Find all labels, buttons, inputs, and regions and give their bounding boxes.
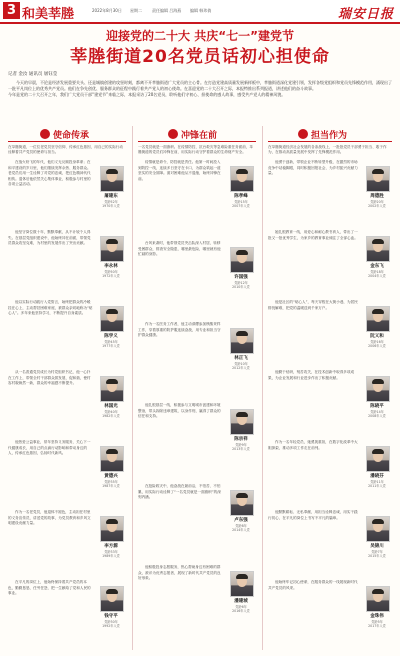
member-name: 卢东强 [234,518,248,523]
divider [138,141,256,142]
member-info: 党龄14年 2008年入党 [368,410,386,419]
member-profile [268,160,394,226]
column-3 [268,160,394,650]
member-story: 他积极投身志愿服务，热心帮助身边有困难的群众，被评为优秀志愿者，展现了新时代共产党员的良好形象。 [138,565,221,580]
member-profile [268,440,394,506]
member-info: 党龄18年 2004年入党 [368,270,386,279]
member-name: 周德胜 [370,194,384,199]
member-info: 党龄40年 1982年入党 [102,410,120,419]
member-photo [230,409,254,435]
member-photo [100,236,124,262]
member-name: 金东飞 [370,264,384,269]
member-story: 在平凡的岗位上，他始终保持着共产党员的本色，勤勤恳恳、任劳任怨，把一生献给了党和人民的事业。 [8,580,91,595]
member-profile [8,160,128,226]
member-story: 疫情就是命令，防控就是责任。他第一时间投入到防控一线，连续多日坚守在卡口，为群众筑起一道坚实的安全屏障。面对困难他从不退缩，始终冲锋在前。 [138,160,221,181]
member-info: 党龄15年 2007年入党 [232,200,250,209]
member-name: 吴锦川 [370,544,384,549]
member-photo [366,516,390,542]
member-name: 李永林 [104,264,118,269]
member-profile [268,370,394,436]
member-profile [138,322,258,399]
member-story: 他始终牢记初心使命，在服务群众的一线展现新时代共产党员的风采。 [268,580,358,590]
member-info: 党龄35年 1987年入党 [102,480,120,489]
member-photo [100,376,124,402]
member-profile [8,300,128,366]
member-profile [268,580,394,646]
member-info: 党龄45年 1977年入党 [102,340,120,349]
member-info: 党龄20年 2002年入党 [368,200,386,209]
member-info: 党龄16年 2006年入党 [368,340,386,349]
column-header-3: 担当作为 [298,126,347,142]
member-story: 他勇于创新，带领企业不断转型升级，在激烈的市场竞争中站稳脚跟，同时积极回报社会，为乡村振兴贡献力量。 [268,160,358,175]
member-info: 党龄11年 2011年入党 [368,480,386,489]
intro-paragraph-2: 今年是党的二十大召开之年，我们广大党员干部“建党节”来临之际，本报采访了20名党员，聆听他们守初心、担使命的感人故事，感受共产党人的精神风貌。 [8,92,286,97]
member-profile [268,230,394,296]
member-profile [8,370,128,436]
byline: 记者 金汝 通讯员 屠钰莹 [8,72,58,77]
member-name: 钱守平 [104,614,118,619]
member-photo [366,586,390,612]
member-photo [230,490,254,516]
member-profile [138,241,258,318]
member-photo [366,236,390,262]
member-name: 陈孝峰 [234,194,248,199]
member-photo [366,376,390,402]
member-story: 作为一名老党员，他退休不褪色，主动担任村里的义务宣传员，讲述党的故事，为党员教育和乡风文明建设贡献力量。 [8,510,91,525]
member-photo [100,586,124,612]
responsible-editor: 责任编辑 吕海燕 [152,8,182,13]
member-profile [138,565,258,642]
member-name: 林正飞 [234,356,248,361]
member-photo [100,306,124,332]
issue-date: 2022年8月30日 [92,8,122,13]
circle-icon [168,129,178,139]
layout-editor: 编辑 韩玮倩 [190,8,212,13]
member-name: 林国光 [104,404,118,409]
member-info: 党龄6年 2016年入党 [232,605,250,614]
member-name: 屠建东 [104,194,118,199]
kicker: 迎接党的二十大 共庆“七一”建党节 [106,29,294,43]
member-story: 作为一名年轻党员，她勇挑重担，在数字化改革中大胆探索，推动多项工作走在前列。 [268,440,358,450]
section-name: 和美莘塍 [22,7,75,22]
column-separator [132,126,133,650]
member-story: 在战火纷飞的年代，他们义无反顾投身革命；在和平建设的岁月里，他们继续发挥余热、服务群众。老党员们用一生诠释了对党的忠诚，把红色精神代代相传。退休后他依然关心集体事业，积极参与村里的各项公益活动。 [8,160,91,186]
member-info: 党龄33年 1989年入党 [102,550,120,559]
member-story: 他坚守岗位数十年，默默奉献，从不计较个人得失。在基层党组织建设中，他始终冲在前面，带领党员群众攻坚克难，为村里的发展作出了突出贡献。 [8,230,91,245]
member-name: 潘晓芬 [370,474,384,479]
issue-weekday: 星期二 [130,8,142,13]
column-intro-1: 在莘塍街道，一位位老党员坚守信仰、传承红色基因，用自己的实际行动诠释着共产党员的使命与担当。 [8,145,123,154]
member-name: 陈学义 [104,334,118,339]
member-story: 他默默耕耘、无私奉献，用担当诠释忠诚，用实干践行初心，在平凡的岗位上书写不平凡的篇章。 [268,510,358,520]
member-photo [366,446,390,472]
member-name: 陈宗祥 [234,437,248,442]
newspaper-logo: 瑞安日报 [337,7,394,22]
member-photo [100,446,124,472]
member-profile [268,300,394,366]
member-photo [100,166,124,192]
member-profile [138,403,258,480]
member-name: 黄德兴 [104,474,118,479]
column-intro-3: 在莘塍街道经济社会发展的各条战线上，一批批党员干部勇于担当、敢于作为，在推动高质量发展中发挥了先锋模范作用。 [268,145,387,154]
member-story: 他扎根基层一线，积极参与文明城市创建和环境整治，带头拆除违章建筑，以身作则，赢得了群众的信任和支持。 [138,403,221,418]
member-profile [268,510,394,576]
member-story: 他热爱公益事业，常年坚持义务服务，关心下一代健康成长，用自己的点滴行动影响和带动身边的人，传承红色基因，弘扬时代新风。 [8,440,91,455]
member-story: 从一名普通党员成长为村党组织书记，他一心扑在工作上，带领全村干部群众抓发展、促和谐，使村容村貌焕然一新，群众的幸福感不断提升。 [8,370,91,385]
member-story: 她扎根教育一线，用爱心和耐心教书育人，带出了一批又一批优秀学生，为家乡的教育事业倾注了全部心血。 [268,230,358,240]
divider [268,141,392,142]
member-photo [230,328,254,354]
member-profile [8,510,128,576]
member-photo [230,247,254,273]
headline: 莘塍街道20名党员话初心担使命 [70,47,330,67]
divider [8,141,126,142]
member-info: 党龄50年 1972年入党 [102,270,120,279]
member-info: 党龄30年 1992年入党 [102,620,120,629]
member-info: 党龄5年 2017年入党 [368,620,386,629]
member-photo [366,306,390,332]
member-info: 党龄7年 2015年入党 [368,550,386,559]
column-header-1: 使命传承 [40,126,89,142]
column-separator [262,126,263,650]
member-info: 党龄9年 2013年入党 [232,443,250,452]
column-intro-2: 一名党员就是一面旗帜。在疫情防控、抗台救灾等急难险重任务面前，莘塍街道的党员们冲锋在前，用实际行动守护着群众的生命财产安全。 [138,145,253,154]
member-photo [230,166,254,192]
member-name: 阮义和 [370,334,384,339]
member-profile [138,160,258,237]
circle-icon [40,129,50,139]
member-story: 台风来袭时，他带领党员突击队深入村居，转移受困群众，排查安全隐患，哪里最危险，哪里就有他忙碌的身影。 [138,241,221,256]
column-1 [8,160,128,650]
member-profile [8,230,128,296]
page-header [0,0,400,24]
member-name: 许国强 [234,275,248,280]
member-info: 党龄52年 1970年入党 [102,200,120,209]
circle-icon [298,129,308,139]
section-number: 3 [3,2,20,19]
member-story: 在抢险救灾中，他奋战在最前沿，不怕苦、不怕累，用实际行动诠释了“一名党员就是一面旗帜”的深刻内涵。 [138,484,221,499]
member-photo [230,571,254,597]
member-story: 他勤于钻研，刻苦攻关，在技术创新中取得多项成果，为企业发展和行业进步作出了积极贡献。 [268,370,355,380]
member-photo [100,516,124,542]
member-info: 党龄12年 2010年入党 [232,281,250,290]
column-header-2: 冲锋在前 [168,126,217,142]
member-name: 金珠伟 [370,614,384,619]
member-name: 潘建城 [234,599,248,604]
member-info: 党龄10年 2012年入党 [232,362,250,371]
member-story: 作为一名医务工作者，他主动请缨参加核酸采样工作，穿着厚重的防护服连续奋战，用专业和担当守护群众健康。 [138,322,221,337]
member-name: 陈晓平 [370,404,384,409]
member-name: 李方源 [104,544,118,549]
member-info: 党龄8年 2014年入党 [232,524,250,533]
member-photo [366,166,390,192]
member-profile [8,580,128,646]
member-profile [138,484,258,561]
column-2 [138,160,258,650]
member-story: 他以实际行动践行入党誓言，始终把群众的冷暖挂在心上，主动帮扶困难家庭，被群众亲切地称为“贴心人”。多年来他坚持学习，不断提升自身素质。 [8,300,93,315]
member-profile [8,440,128,506]
member-story: 他是社区的“贴心人”，每天穿梭在大街小巷，为居民排忧解难，把党的温暖送到千家万户。 [268,300,358,310]
intro-paragraph: 今天的早晨，不论是经济发展重要关头、还是城镇创建的攻坚时刻，都离不开莘塍街道广大党员的主心骨。在打造党建高质量发展新样板中，莘塍街道深化党建引领，发挥各级党组织和党员先锋模范作用，涌现出了一批平凡岗位上的优秀共产党员。他们在争先创优、服务群众的征程中践行着共产党人的初心使命。在喜迎党的二十大召开之际，本报特推出系列报道，讲述他们的奋斗故事。 今年是党的二十大召开之年，我们广大党员干部“建党节”来临之际，本报采访了20名党员，聆听他们守初心、担使命的感人故事，感受共产党人的精神风貌。 [8,80,392,97]
